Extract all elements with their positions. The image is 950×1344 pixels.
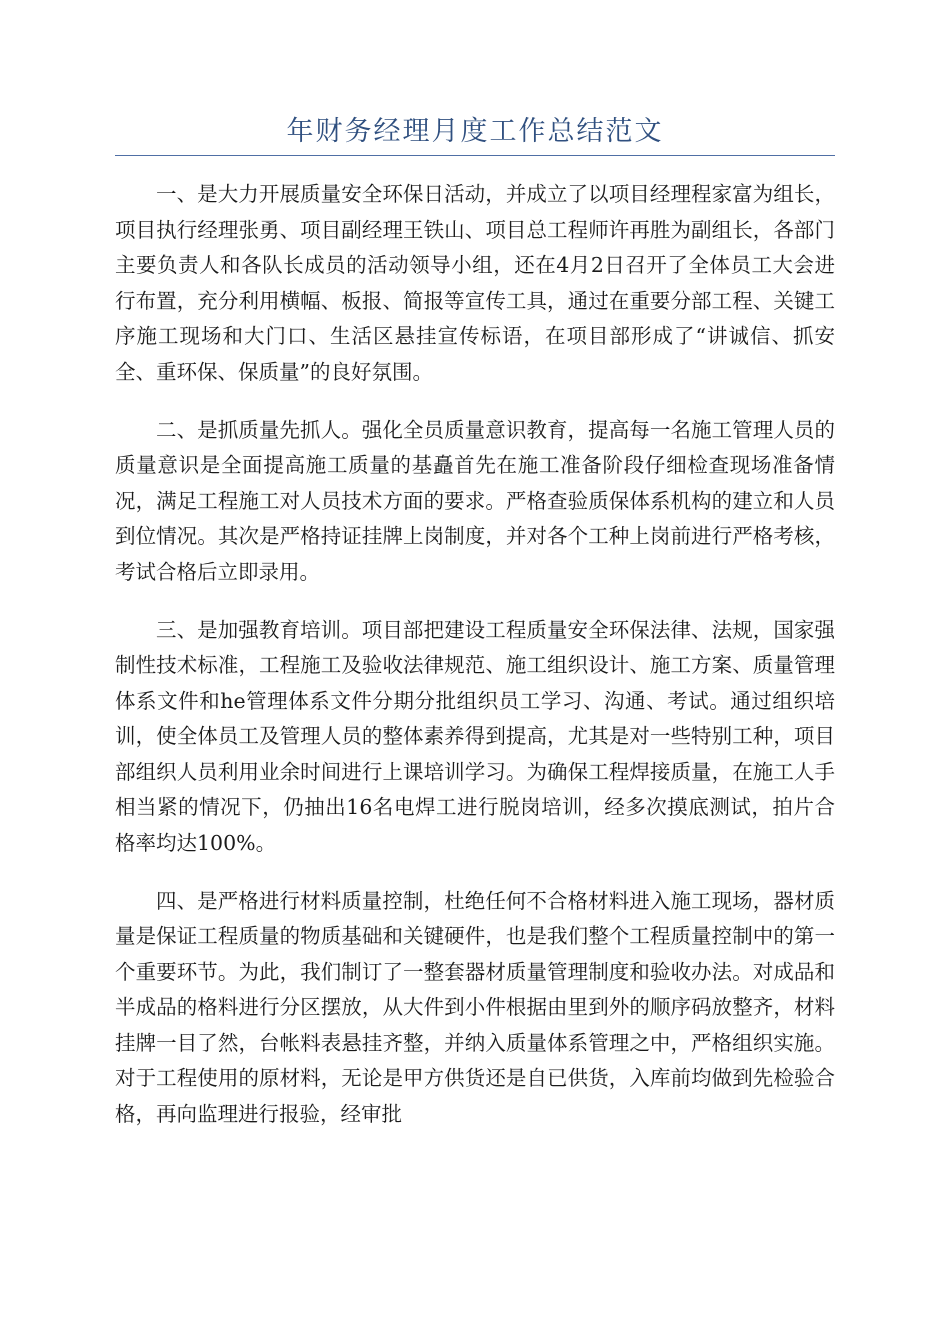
document-title: 年财务经理月度工作总结范文: [286, 116, 664, 147]
paragraph-1: 一、是大力开展质量安全环保日活动，并成立了以项目经理程家富为组长，项目执行经理张勇、项目副经理王铁山、项目总工程师许再胜为副组长，各部门主要负责人和各队长成员的活动领导小组，还在4月2日召开了全体员工大会进行布置，充分利用横幅、板报、简报等宣传工具，通过在重要分部工程、关键工序施工现场和大门口、生活区悬挂宣传标语，在项目部形成了“讲诚信、抓安全、重环保、保质量”的良好氛围。: [115, 182, 835, 384]
paragraph-3: 三、是加强教育培训。项目部把建设工程质量安全环保法律、法规，国家强制性技术标准，工程施工及验收法律规范、施工组织设计、施工方案、质量管理体系文件和he管理体系文件分期分批组织员工学习、沟通、考试。通过组织培训，使全体员工及管理人员的整体素养得到提高，尤其是对一些特别工种，项目部组织人员利用业余时间进行上课培训学习。为确保工程焊接质量，在施工人手相当紧的情况下，仍抽出16名电焊工进行脱岗培训，经多次摸底测试，拍片合格率均达100%。: [115, 617, 835, 855]
document-body: [115, 177, 835, 1155]
paragraph-4: 四、是严格进行材料质量控制，杜绝任何不合格材料进入施工现场，器材质量是保证工程质量的物质基础和关键硬件，也是我们整个工程质量控制中的第一个重要环节。为此，我们制订了一整套器材质量管理制度和验收办法。对成品和半成品的格料进行分区摆放，从大件到小件根据由里到外的顺序码放整齐，材料挂牌一目了然，台帐料表悬挂齐整，并纳入质量体系管理之中，严格组织实施。对于工程使用的原材料，无论是甲方供货还是自已供货，入库前均做到先检验合格，再向监理进行报验，经审批: [115, 888, 835, 1126]
title-underline: [115, 155, 835, 156]
paragraph-2: 二、是抓质量先抓人。强化全员质量意识教育，提高每一名施工管理人员的质量意识是全面提高施工质量的基矗首先在施工准备阶段仔细检查现场准备情况，满足工程施工对人员技术方面的要求。严格查验质保体系机构的建立和人员到位情况。其次是严格持证挂牌上岗制度，并对各个工种上岗前进行严格考核，考试合格后立即录用。: [115, 417, 835, 584]
